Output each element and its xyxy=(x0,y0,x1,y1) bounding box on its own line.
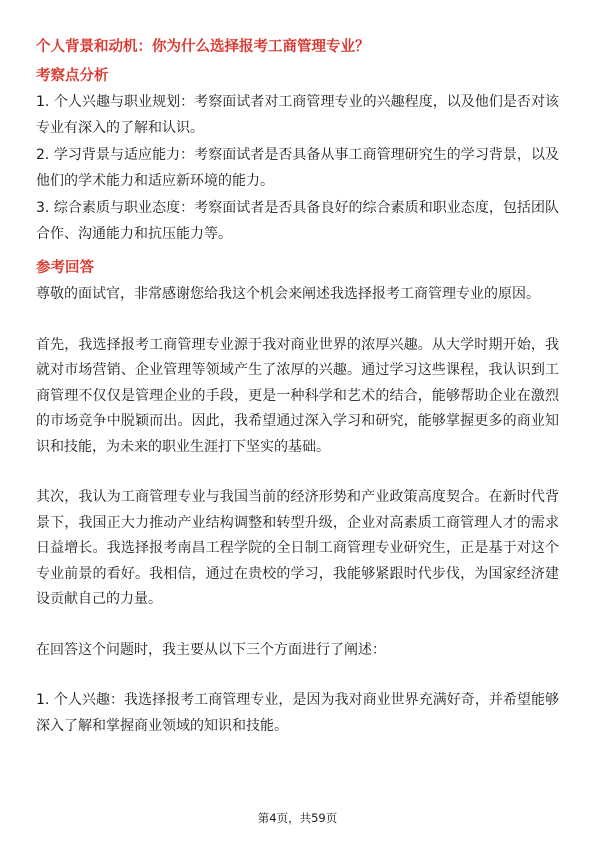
answer-paragraph: 首先，我选择报考工商管理专业源于我对商业世界的浓厚兴趣。从大学时期开始，我就对市场营销、企业管理等领域产生了浓厚的兴趣。通过学习这些课程，我认识到工商管理不仅仅是管理企业的手段，更是一种科学和艺术的结合，能够帮助企业在激烈的市场竞争中脱颖而出。因此，我希望通过深入学习和研究，能够掌握更多的商业知识和技能，为未来的职业生涯打下坚实的基础。 xyxy=(36,336,559,455)
analysis-section xyxy=(36,66,559,247)
answer-section xyxy=(36,258,559,739)
analysis-item: 1. 个人兴趣与职业规划：考察面试者对工商管理专业的兴趣程度，以及他们是否对该专业有深入的了解和认识。 xyxy=(36,94,559,136)
answer-paragraph: 1. 个人兴趣：我选择报考工商管理专业，是因为我对商业世界充满好奇，并希望能够深入了解和掌握商业领域的知识和技能。 xyxy=(36,692,559,734)
answer-paragraph: 在回答这个问题时，我主要从以下三个方面进行了阐述： xyxy=(36,641,386,658)
analysis-item: 2. 学习背景与适应能力：考察面试者是否具备从事工商管理研究生的学习背景，以及他们的学术能力和适应新环境的能力。 xyxy=(36,147,559,189)
answer-heading: 参考回答 xyxy=(36,260,94,276)
document-page xyxy=(36,36,559,739)
analysis-list xyxy=(36,90,559,247)
answer-paragraph: 尊敬的面试官，非常感谢您给我这个机会来阐述我选择报考工商管理专业的原因。 xyxy=(36,286,540,302)
analysis-heading: 考察点分析 xyxy=(36,68,109,84)
answer-paragraph: 其次，我认为工商管理专业与我国当前的经济形势和产业政策高度契合。在新时代背景下，我国正大力推动产业结构调整和转型升级，企业对高素质工商管理人才的需求日益增长。我选择报考南昌工程学院的全日制工商管理专业研究生，正是基于对这个专业前景的看好。我相信，通过在贵校的学习，我能够紧跟时代步伐，为国家经济建设贡献自己的力量。 xyxy=(36,489,559,607)
page-number: 第4页，共59页 xyxy=(257,811,338,825)
interview-question: 个人背景和动机：你为什么选择报考工商管理专业？ xyxy=(36,39,370,55)
analysis-item: 3. 综合素质与职业态度：考察面试者是否具备良好的综合素质和职业态度，包括团队合作、沟通能力和抗压能力等。 xyxy=(36,200,559,242)
